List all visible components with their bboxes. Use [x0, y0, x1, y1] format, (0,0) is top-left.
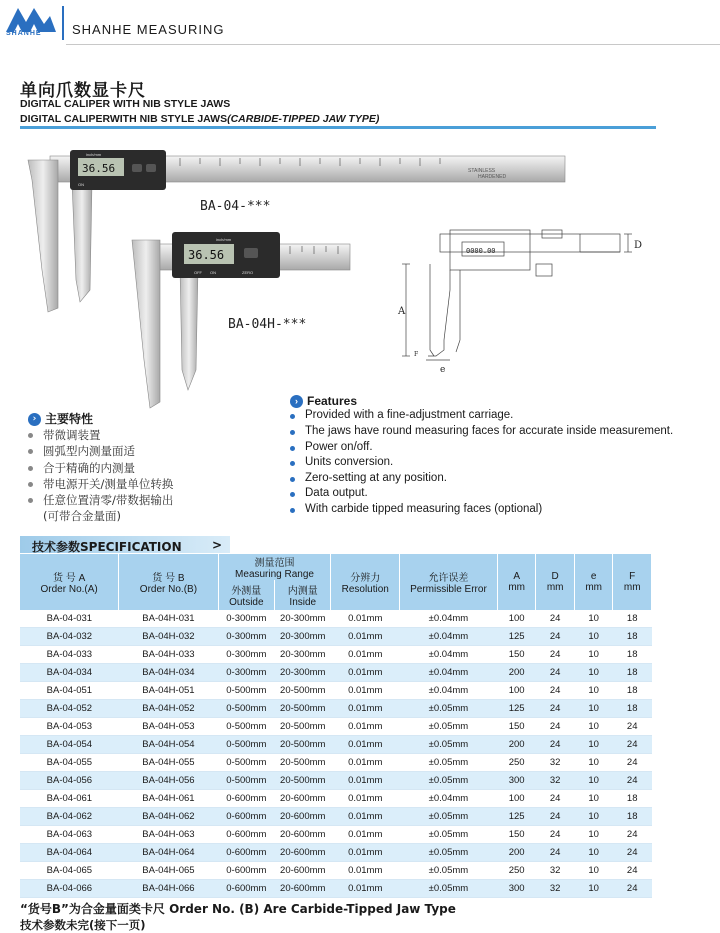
table-cell: 24 [613, 736, 652, 754]
table-cell: BA-04H-063 [119, 826, 218, 844]
title-en-1: DIGITAL CALIPER WITH NIB STYLE JAWS [20, 98, 231, 110]
bullet-icon [290, 430, 295, 435]
table-cell: 18 [613, 628, 652, 646]
table-cell: 0-600mm [218, 862, 275, 880]
table-cell: BA-04H-032 [119, 628, 218, 646]
table-cell: 0.01mm [331, 844, 400, 862]
table-cell: 20-300mm [275, 646, 331, 664]
title-en-2 [20, 113, 379, 125]
table-cell: BA-04H-056 [119, 772, 218, 790]
spec-table [20, 554, 652, 898]
table-cell: BA-04-032 [20, 628, 119, 646]
table-cell: BA-04-066 [20, 880, 119, 898]
table-cell: 32 [536, 862, 575, 880]
table-cell: 20-500mm [275, 700, 331, 718]
table-cell: 0.01mm [331, 790, 400, 808]
display-2-unit: inch/mm [216, 237, 232, 242]
table-cell: 20-300mm [275, 628, 331, 646]
features-cn-list [28, 427, 278, 525]
table-cell: 10 [574, 790, 613, 808]
table-row [20, 754, 652, 772]
table-row [20, 772, 652, 790]
feature-en-item [290, 486, 690, 502]
feature-cn-item-text: (可带合金量面) [43, 509, 121, 524]
table-cell: 0.01mm [331, 772, 400, 790]
feature-en-item [290, 440, 690, 456]
table-cell: 0-600mm [218, 880, 275, 898]
features-cn-heading-text: 主要特性 [45, 412, 94, 426]
table-cell: 300 [497, 880, 536, 898]
table-cell: 10 [574, 682, 613, 700]
table-cell: 18 [613, 790, 652, 808]
table-cell: ±0.04mm [399, 610, 497, 628]
table-row [20, 682, 652, 700]
diagram-label-d: D [634, 240, 643, 251]
table-cell: 24 [536, 682, 575, 700]
scale-text-stainless: STAINLESS [468, 168, 496, 174]
table-cell: 18 [613, 700, 652, 718]
features-en [290, 394, 690, 517]
table-cell: 10 [574, 610, 613, 628]
table-cell: 0-500mm [218, 772, 275, 790]
table-cell: 24 [613, 880, 652, 898]
bullet-icon [28, 466, 33, 471]
table-cell: 125 [497, 808, 536, 826]
feature-cn-item-text: 任意位置清零/带数据输出 [43, 493, 174, 508]
col-d: D mm [536, 554, 575, 610]
diagram-label-a: A [398, 306, 406, 317]
table-cell: 24 [536, 700, 575, 718]
table-cell: BA-04H-055 [119, 754, 218, 772]
header-rule [66, 44, 720, 45]
table-row [20, 790, 652, 808]
table-cell: ±0.05mm [399, 718, 497, 736]
table-cell: 18 [613, 682, 652, 700]
table-cell: 10 [574, 664, 613, 682]
table-cell: BA-04H-061 [119, 790, 218, 808]
display-2-on: ON [210, 270, 216, 275]
table-cell: 24 [613, 718, 652, 736]
table-cell: BA-04-056 [20, 772, 119, 790]
table-cell: 24 [536, 718, 575, 736]
table-cell: 24 [536, 628, 575, 646]
table-cell: 0.01mm [331, 682, 400, 700]
table-cell: 10 [574, 844, 613, 862]
table-cell: ±0.05mm [399, 772, 497, 790]
table-cell: 18 [613, 646, 652, 664]
table-cell: BA-04H-034 [119, 664, 218, 682]
table-cell: BA-04H-053 [119, 718, 218, 736]
table-cell: 32 [536, 880, 575, 898]
table-cell: 0-500mm [218, 718, 275, 736]
table-row [20, 862, 652, 880]
table-cell: ±0.05mm [399, 754, 497, 772]
title-en-2-italic: (CARBIDE-TIPPED JAW TYPE) [227, 113, 380, 125]
table-cell: 150 [497, 646, 536, 664]
table-cell: 0-600mm [218, 790, 275, 808]
table-cell: 10 [574, 628, 613, 646]
bullet-icon [290, 446, 295, 451]
table-cell: 24 [613, 772, 652, 790]
feature-cn-item-text: 带电源开关/测量单位转换 [43, 476, 174, 491]
table-cell: BA-04-063 [20, 826, 119, 844]
table-cell: 0.01mm [331, 610, 400, 628]
table-cell: ±0.05mm [399, 862, 497, 880]
table-cell: BA-04H-066 [119, 880, 218, 898]
table-cell: 0.01mm [331, 754, 400, 772]
table-cell: 18 [613, 610, 652, 628]
table-cell: 32 [536, 754, 575, 772]
bullet-icon [290, 414, 295, 419]
spec-table-body [20, 610, 652, 898]
table-cell: 24 [536, 736, 575, 754]
table-cell: 24 [536, 844, 575, 862]
table-cell: 0-500mm [218, 682, 275, 700]
table-cell: 24 [536, 790, 575, 808]
feature-en-item [290, 455, 690, 471]
table-cell: ±0.04mm [399, 664, 497, 682]
bullet-icon [290, 461, 295, 466]
col-order-b: 货 号 B Order No.(B) [119, 554, 218, 610]
spec-title: 技术参数SPECIFICATION [32, 540, 182, 554]
table-cell: 0-300mm [218, 646, 275, 664]
table-cell: 300 [497, 772, 536, 790]
table-cell: BA-04-054 [20, 736, 119, 754]
logo-text: SHANHE [6, 30, 42, 37]
table-cell: 250 [497, 862, 536, 880]
feature-en-item-text: Units conversion. [305, 456, 394, 469]
table-cell: 10 [574, 808, 613, 826]
table-cell: 20-600mm [275, 808, 331, 826]
table-cell: 24 [613, 754, 652, 772]
table-cell: 0.01mm [331, 664, 400, 682]
feature-en-item [290, 408, 690, 424]
table-cell: 0-300mm [218, 664, 275, 682]
display-2-off: OFF [194, 270, 202, 275]
chevron-right-icon: › [290, 395, 303, 408]
col-error: 允许误差 Permissible Error [399, 554, 497, 610]
feature-cn-item [28, 427, 278, 443]
table-cell: 0.01mm [331, 718, 400, 736]
table-cell: 18 [613, 664, 652, 682]
feature-cn-item-text: 带微调装置 [43, 428, 101, 442]
feature-en-item-text: Zero-setting at any position. [305, 471, 447, 484]
table-cell: 24 [536, 664, 575, 682]
table-cell: 0.01mm [331, 700, 400, 718]
display-1-on: ON [78, 182, 84, 187]
table-cell: BA-04-055 [20, 754, 119, 772]
table-cell: 24 [613, 862, 652, 880]
feature-cn-item [28, 476, 278, 492]
bullet-icon [28, 482, 33, 487]
title-en-2-prefix: DIGITAL CALIPERWITH NIB STYLE JAWS [20, 113, 228, 125]
table-cell: BA-04-064 [20, 844, 119, 862]
table-cell: BA-04-062 [20, 808, 119, 826]
table-cell: ±0.05mm [399, 844, 497, 862]
table-cell: 0-600mm [218, 808, 275, 826]
diagram-display: 0000.00 [466, 247, 496, 255]
col-order-a: 货 号 A Order No.(A) [20, 554, 119, 610]
table-cell: ±0.05mm [399, 736, 497, 754]
table-cell: ±0.04mm [399, 628, 497, 646]
table-cell: 20-600mm [275, 790, 331, 808]
table-cell: 150 [497, 826, 536, 844]
chevron-right-icon: › [28, 413, 41, 426]
table-cell: 24 [613, 844, 652, 862]
table-row [20, 628, 652, 646]
table-cell: 0.01mm [331, 628, 400, 646]
table-cell: 200 [497, 664, 536, 682]
display-2-value: 36.56 [188, 248, 225, 262]
table-cell: 20-500mm [275, 772, 331, 790]
table-row [20, 718, 652, 736]
table-cell: 0-300mm [218, 628, 275, 646]
table-cell: 150 [497, 718, 536, 736]
table-cell: 250 [497, 754, 536, 772]
table-cell: 100 [497, 682, 536, 700]
table-cell: 0.01mm [331, 736, 400, 754]
table-cell: BA-04H-051 [119, 682, 218, 700]
table-row [20, 646, 652, 664]
table-row [20, 880, 652, 898]
bullet-icon [290, 477, 295, 482]
table-cell: 10 [574, 862, 613, 880]
features-en-list [290, 408, 690, 517]
features-en-heading [290, 394, 690, 408]
feature-en-item-text: Data output. [305, 487, 368, 500]
title-cn: 单向爪数显卡尺 [20, 81, 146, 101]
table-row [20, 736, 652, 754]
feature-en-item-text: Provided with a fine-adjustment carriage. [305, 409, 514, 422]
bullet-icon [290, 492, 295, 497]
table-cell: 0.01mm [331, 646, 400, 664]
table-cell: 32 [536, 772, 575, 790]
table-cell: 10 [574, 826, 613, 844]
table-row [20, 844, 652, 862]
display-1-unit: inch/mm [86, 152, 102, 157]
feature-en-item-text: With carbide tipped measuring faces (optional) [305, 502, 543, 515]
feature-cn-item [28, 492, 278, 508]
footer-note: “货号B”为合金量面类卡尺 Order No. (B) Are Carbide-Tipped Jaw Type [20, 902, 456, 916]
table-cell: 10 [574, 754, 613, 772]
feature-cn-item-text: 合于精确的内测量 [43, 460, 135, 475]
table-row [20, 826, 652, 844]
table-cell: BA-04H-052 [119, 700, 218, 718]
feature-en-item [290, 424, 690, 440]
table-cell: 10 [574, 880, 613, 898]
caliper-photos [20, 140, 680, 420]
col-range: 测量范围 Measuring Range [218, 554, 331, 580]
table-row [20, 610, 652, 628]
table-cell: 20-300mm [275, 664, 331, 682]
features-en-heading-text: Features [307, 394, 358, 408]
table-cell: 10 [574, 772, 613, 790]
table-cell: 10 [574, 700, 613, 718]
col-a: A mm [497, 554, 536, 610]
table-cell: 0.01mm [331, 880, 400, 898]
title-rule [20, 126, 656, 129]
display-2-zero: ZERO [242, 270, 254, 275]
table-cell: 20-600mm [275, 880, 331, 898]
table-cell: 0-500mm [218, 736, 275, 754]
table-cell: 20-500mm [275, 736, 331, 754]
table-cell: 20-300mm [275, 610, 331, 628]
col-f: F mm [613, 554, 652, 610]
table-cell: BA-04-051 [20, 682, 119, 700]
table-cell: 100 [497, 610, 536, 628]
table-row [20, 664, 652, 682]
caliper-1-label: BA-04-*** [200, 199, 271, 214]
spec-arrow: > [212, 538, 223, 552]
col-e: e mm [574, 554, 613, 610]
table-cell: 24 [536, 826, 575, 844]
table-cell: ±0.05mm [399, 808, 497, 826]
table-cell: 0-500mm [218, 700, 275, 718]
table-cell: 20-600mm [275, 862, 331, 880]
table-cell: 24 [536, 808, 575, 826]
feature-en-item-text: Power on/off. [305, 440, 373, 453]
feature-en-item-text: The jaws have round measuring faces for accurate inside measurement. [305, 424, 674, 437]
table-cell: 10 [574, 736, 613, 754]
table-cell: 100 [497, 790, 536, 808]
caliper-1 [28, 150, 565, 312]
table-cell: ±0.04mm [399, 646, 497, 664]
table-cell: 20-500mm [275, 754, 331, 772]
table-cell: ±0.04mm [399, 790, 497, 808]
table-cell: 0.01mm [331, 808, 400, 826]
bullet-icon [28, 498, 33, 503]
table-cell: 20-500mm [275, 718, 331, 736]
bullet-icon [28, 433, 33, 438]
table-cell: 10 [574, 718, 613, 736]
features-cn [28, 410, 278, 525]
footer-continued: 技术参数未完(接下一页) [20, 918, 146, 932]
col-resolution: 分辨力 Resolution [331, 554, 400, 610]
table-row [20, 808, 652, 826]
feature-en-item [290, 471, 690, 487]
table-cell: BA-04-052 [20, 700, 119, 718]
table-cell: ±0.05mm [399, 700, 497, 718]
table-cell: BA-04-033 [20, 646, 119, 664]
table-cell: 24 [536, 610, 575, 628]
feature-cn-item [28, 443, 278, 459]
table-cell: 18 [613, 808, 652, 826]
table-cell: BA-04H-064 [119, 844, 218, 862]
table-cell: 0-600mm [218, 826, 275, 844]
display-1-value: 36.56 [82, 162, 116, 175]
table-cell: BA-04-053 [20, 718, 119, 736]
table-cell: 0-500mm [218, 754, 275, 772]
table-cell: 10 [574, 646, 613, 664]
feature-cn-item-text: 圆弧型内测量面适 [43, 444, 135, 459]
table-cell: 0.01mm [331, 862, 400, 880]
col-inside: 内测量 Inside [275, 580, 331, 610]
diagram-label-f: F [414, 351, 419, 358]
table-cell: 0-300mm [218, 610, 275, 628]
table-cell: BA-04H-031 [119, 610, 218, 628]
table-cell: 20-500mm [275, 682, 331, 700]
table-cell: BA-04-065 [20, 862, 119, 880]
scale-text-hardened: HARDENED [478, 174, 507, 180]
table-cell: ±0.05mm [399, 826, 497, 844]
bullet-icon [28, 449, 33, 454]
table-cell: 125 [497, 628, 536, 646]
brand-name: SHANHE MEASURING [72, 22, 225, 37]
feature-cn-item [28, 508, 278, 524]
col-outside: 外测量 Outside [218, 580, 275, 610]
table-cell: BA-04-031 [20, 610, 119, 628]
table-cell: ±0.05mm [399, 880, 497, 898]
technical-diagram [402, 230, 632, 360]
table-cell: 24 [613, 826, 652, 844]
table-cell: 20-600mm [275, 844, 331, 862]
table-cell: BA-04-034 [20, 664, 119, 682]
table-cell: 200 [497, 844, 536, 862]
table-cell: 24 [536, 646, 575, 664]
caliper-2-label: BA-04H-*** [228, 317, 307, 332]
features-cn-heading [28, 410, 278, 427]
table-cell: BA-04H-054 [119, 736, 218, 754]
table-row [20, 700, 652, 718]
table-cell: 125 [497, 700, 536, 718]
table-cell: BA-04H-033 [119, 646, 218, 664]
feature-cn-item [28, 460, 278, 476]
diagram-label-e: e [440, 365, 446, 375]
bullet-icon [290, 508, 295, 513]
table-cell: BA-04H-062 [119, 808, 218, 826]
table-cell: 200 [497, 736, 536, 754]
feature-en-item [290, 502, 690, 518]
table-cell: 0.01mm [331, 826, 400, 844]
table-cell: 20-600mm [275, 826, 331, 844]
table-cell: BA-04-061 [20, 790, 119, 808]
brand-divider [62, 6, 64, 40]
table-cell: ±0.04mm [399, 682, 497, 700]
table-cell: BA-04H-065 [119, 862, 218, 880]
table-cell: 0-600mm [218, 844, 275, 862]
